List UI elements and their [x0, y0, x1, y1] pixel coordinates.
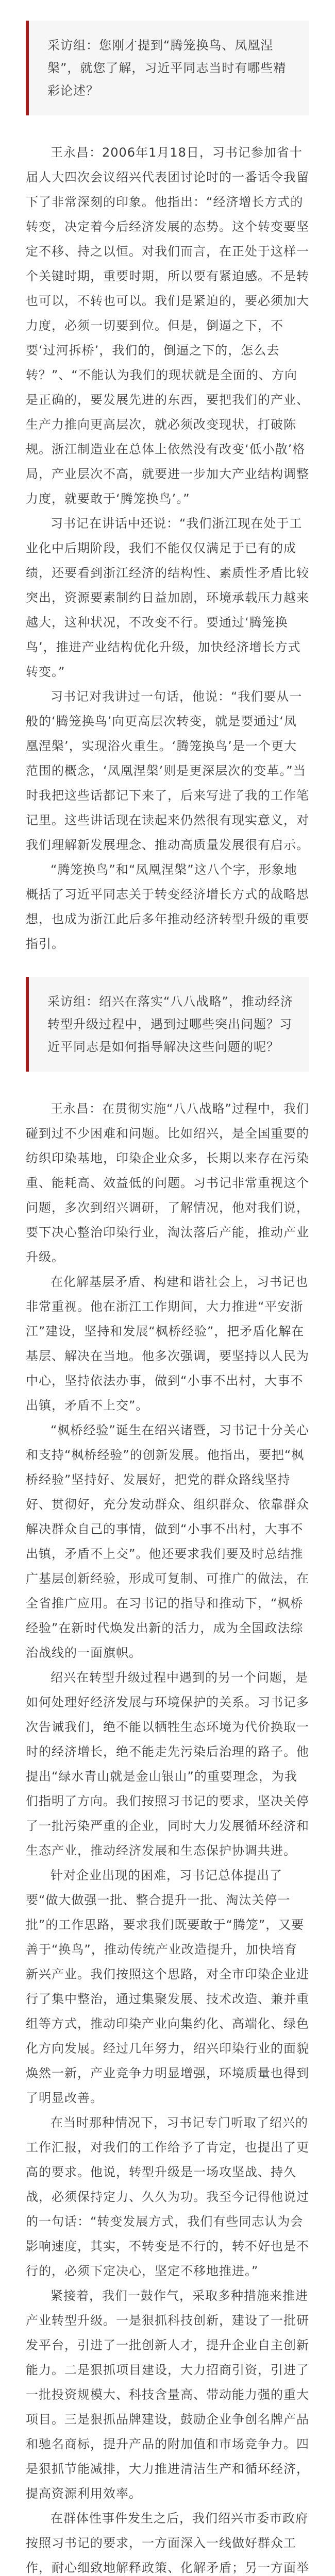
question-text-1: 采访组：您刚才提到“腾笼换鸟、凤凰涅槃”，就您了解，习近平同志当时有哪些精彩论述？: [47, 38, 287, 98]
paragraph-2: 习书记在讲话中还说：“我们浙江现在处于工业化中后期阶段，我们不能仅仅满足于已有的成绩，还要看到浙江经济的结构性、素质性矛盾比较突出，资源要素制约日益加剧，环境承载压力越来越大，这种状况，不改变不行。要通过‘腾笼换鸟’，推进产业结构优化升级，加快经济增长方式转变。”: [26, 516, 309, 679]
interview-question-2: [26, 977, 309, 1072]
interview-question-1: [26, 21, 309, 115]
paragraph-9: 针对企业出现的困难，习书记总体提出了要“做大做强一批、整合提升一批、淘汰关停一批”的工作思路，要求我们既要敢于“腾笼”，又要善于“换鸟”，推动传统产业改造提升，加快培育新兴产业。我们按照这个思路，对全市印染企业进行了集中整治，通过集聚发展、技术改造、兼并重组等方式，推动印染产业向集约化、高端化、绿色化方向发展。经过几年努力，绍兴印染行业的面貌焕然一新，产业竞争力明显增强，环境质量也得到了明显改善。: [26, 1868, 309, 2105]
paragraph-10: 在当时那种情况下，习书记专门听取了绍兴的工作汇报，对我们的工作给予了肯定，也提出了更高的要求。他说，转型升级是一场攻坚战、持久战，必须保持定力、久久为功。我至今记得他说过的一句话：“转变发展方式，我们有些同志认为会影响速度，其实，不转变是不行的，转不好也是不行的，必须下定决心，坚定不移地推进。”: [26, 2115, 309, 2278]
paragraph-4: “腾笼换鸟”和“凤凰涅槃”这八个字，形象地概括了习近平同志关于转变经济增长方式的战略思想，也成为浙江此后多年推动经济转型升级的重要指引。: [26, 862, 309, 951]
paragraph-12: 在群体性事件发生之后，我们绍兴市委市政府按照习书记的要求，一方面深入一线做好群众工作，耐心细致地解释政策、化解矛盾；另一方面举: [26, 2511, 309, 2575]
paragraph-8: 绍兴在转型升级过程中遇到的另一个问题，是如何处理好经济发展与环境保护的关系。习书记多次告诫我们，绝不能以牺牲生态环境为代价换取一时的经济增长，绝不能走先污染后治理的路子。他提出“绿水青山就是金山银山”的重要理念，为我们指明了方向。我们按照习书记的要求，坚决关停了一批污染严重的企业，同时大力发展循环经济和生态产业，推动经济发展和生态保护协调共进。: [26, 1670, 309, 1858]
paragraph-7: “枫桥经验”诞生在绍兴诸暨，习书记十分关心和支持“枫桥经验”的创新发展。他指出，要把“枫桥经验”坚持好、发展好，把党的群众路线坚持好、贯彻好，充分发动群众、组织群众、依靠群众解决群众自己的事情，做到“小事不出村，大事不出镇，矛盾不上交”。他还要求我们要及时总结推广基层创新经验，形成可复制、可推广的做法，在全省推广应用。在习书记的指导和推动下，“枫桥经验”在新时代焕发出新的活力，成为全国政法综治战线的一面旗帜。: [26, 1423, 309, 1660]
paragraph-1: 王永昌：2006年1月18日，习书记参加省十届人大四次会议绍兴代表团讨论时的一番话令我留下了非常深刻的印象。他指出：“经济增长方式的转变，决定着今后经济发展的态势。这个转变要坚定不移、持之以恒。对我们而言，在正处于这样一个关键时期，重要时期，所以要有紧迫感。不是转也可以，不转也可以。我们是紧迫的，要必须加大力度，必须一切要到位。但是，倒逼之下，不要‘过河拆桥’，我们的，倒逼之下的，怎么去转？”、“不能认为我们的现状就是全面的、方向是正确的，要发展先进的东西，要把我们的产业、生产力推向更高层次，就必须改变现状，打破陈规。浙江制造业在总体上依然没有改变‘低小散’格局，产业层次不高，就要进一步加大产业结构调整力度，就要敢于‘腾笼换鸟’。”: [26, 145, 309, 506]
paragraph-3: 习书记对我讲过一句话，他说：“我们要从一般的‘腾笼换鸟’向更高层次转变，就是要通过‘凤凰涅槃’，实现浴火重生。‘腾笼换鸟’是一个更大范围的概念，‘凤凰涅槃’则是更深层次的变革。”当时我把这些话都记下来了，后来写进了我的工作笔记里。这些讲话现在读起来仍然很有现实意义，对我们理解新发展理念、推动高质量发展很有启示。: [26, 689, 309, 852]
paragraph-5: 王永昌：在贯彻实施“八八战略”过程中，我们碰到过不少困难和问题。比如绍兴，是全国重要的纺织印染基地，印染企业众多，长期以来存在污染重、能耗高、效益低的问题。习书记非常重视这个问题，多次到绍兴调研，了解情况，他对我们说，要下决心整治印染行业，淘汰落后产能，推动产业升级。: [26, 1101, 309, 1264]
question-text-2: 采访组：绍兴在落实“八八战略”，推动经济转型升级过程中，遇到过哪些突出问题？习近平同志是如何指导解决这些问题的呢？: [47, 994, 293, 1054]
paragraph-6: 在化解基层矛盾、构建和谐社会上，习书记也非常重视。他在浙江工作期间，大力推进“平安浙江”建设，坚持和发展“枫桥经验”，把矛盾化解在基层、解决在当地。他多次强调，要坚持以人民为中心，坚持依法办事，做到“小事不出村，大事不出镇，矛盾不上交”。: [26, 1275, 309, 1413]
paragraph-11: 紧接着，我们一鼓作气，采取多种措施来推进产业转型升级。一是狠抓科技创新，建设了一批研发平台，引进了一批创新人才，提升企业自主创新能力。二是狠抓项目建设，大力招商引资，引进了一批投资规模大、科技含量高、带动能力强的重大项目。三是狠抓品牌建设，鼓励企业争创名牌产品和驰名商标，提升产品的附加值和市场竞争力。四是狠抓节能减排，大力推进清洁生产和循环经济，提高资源利用效率。: [26, 2289, 309, 2501]
